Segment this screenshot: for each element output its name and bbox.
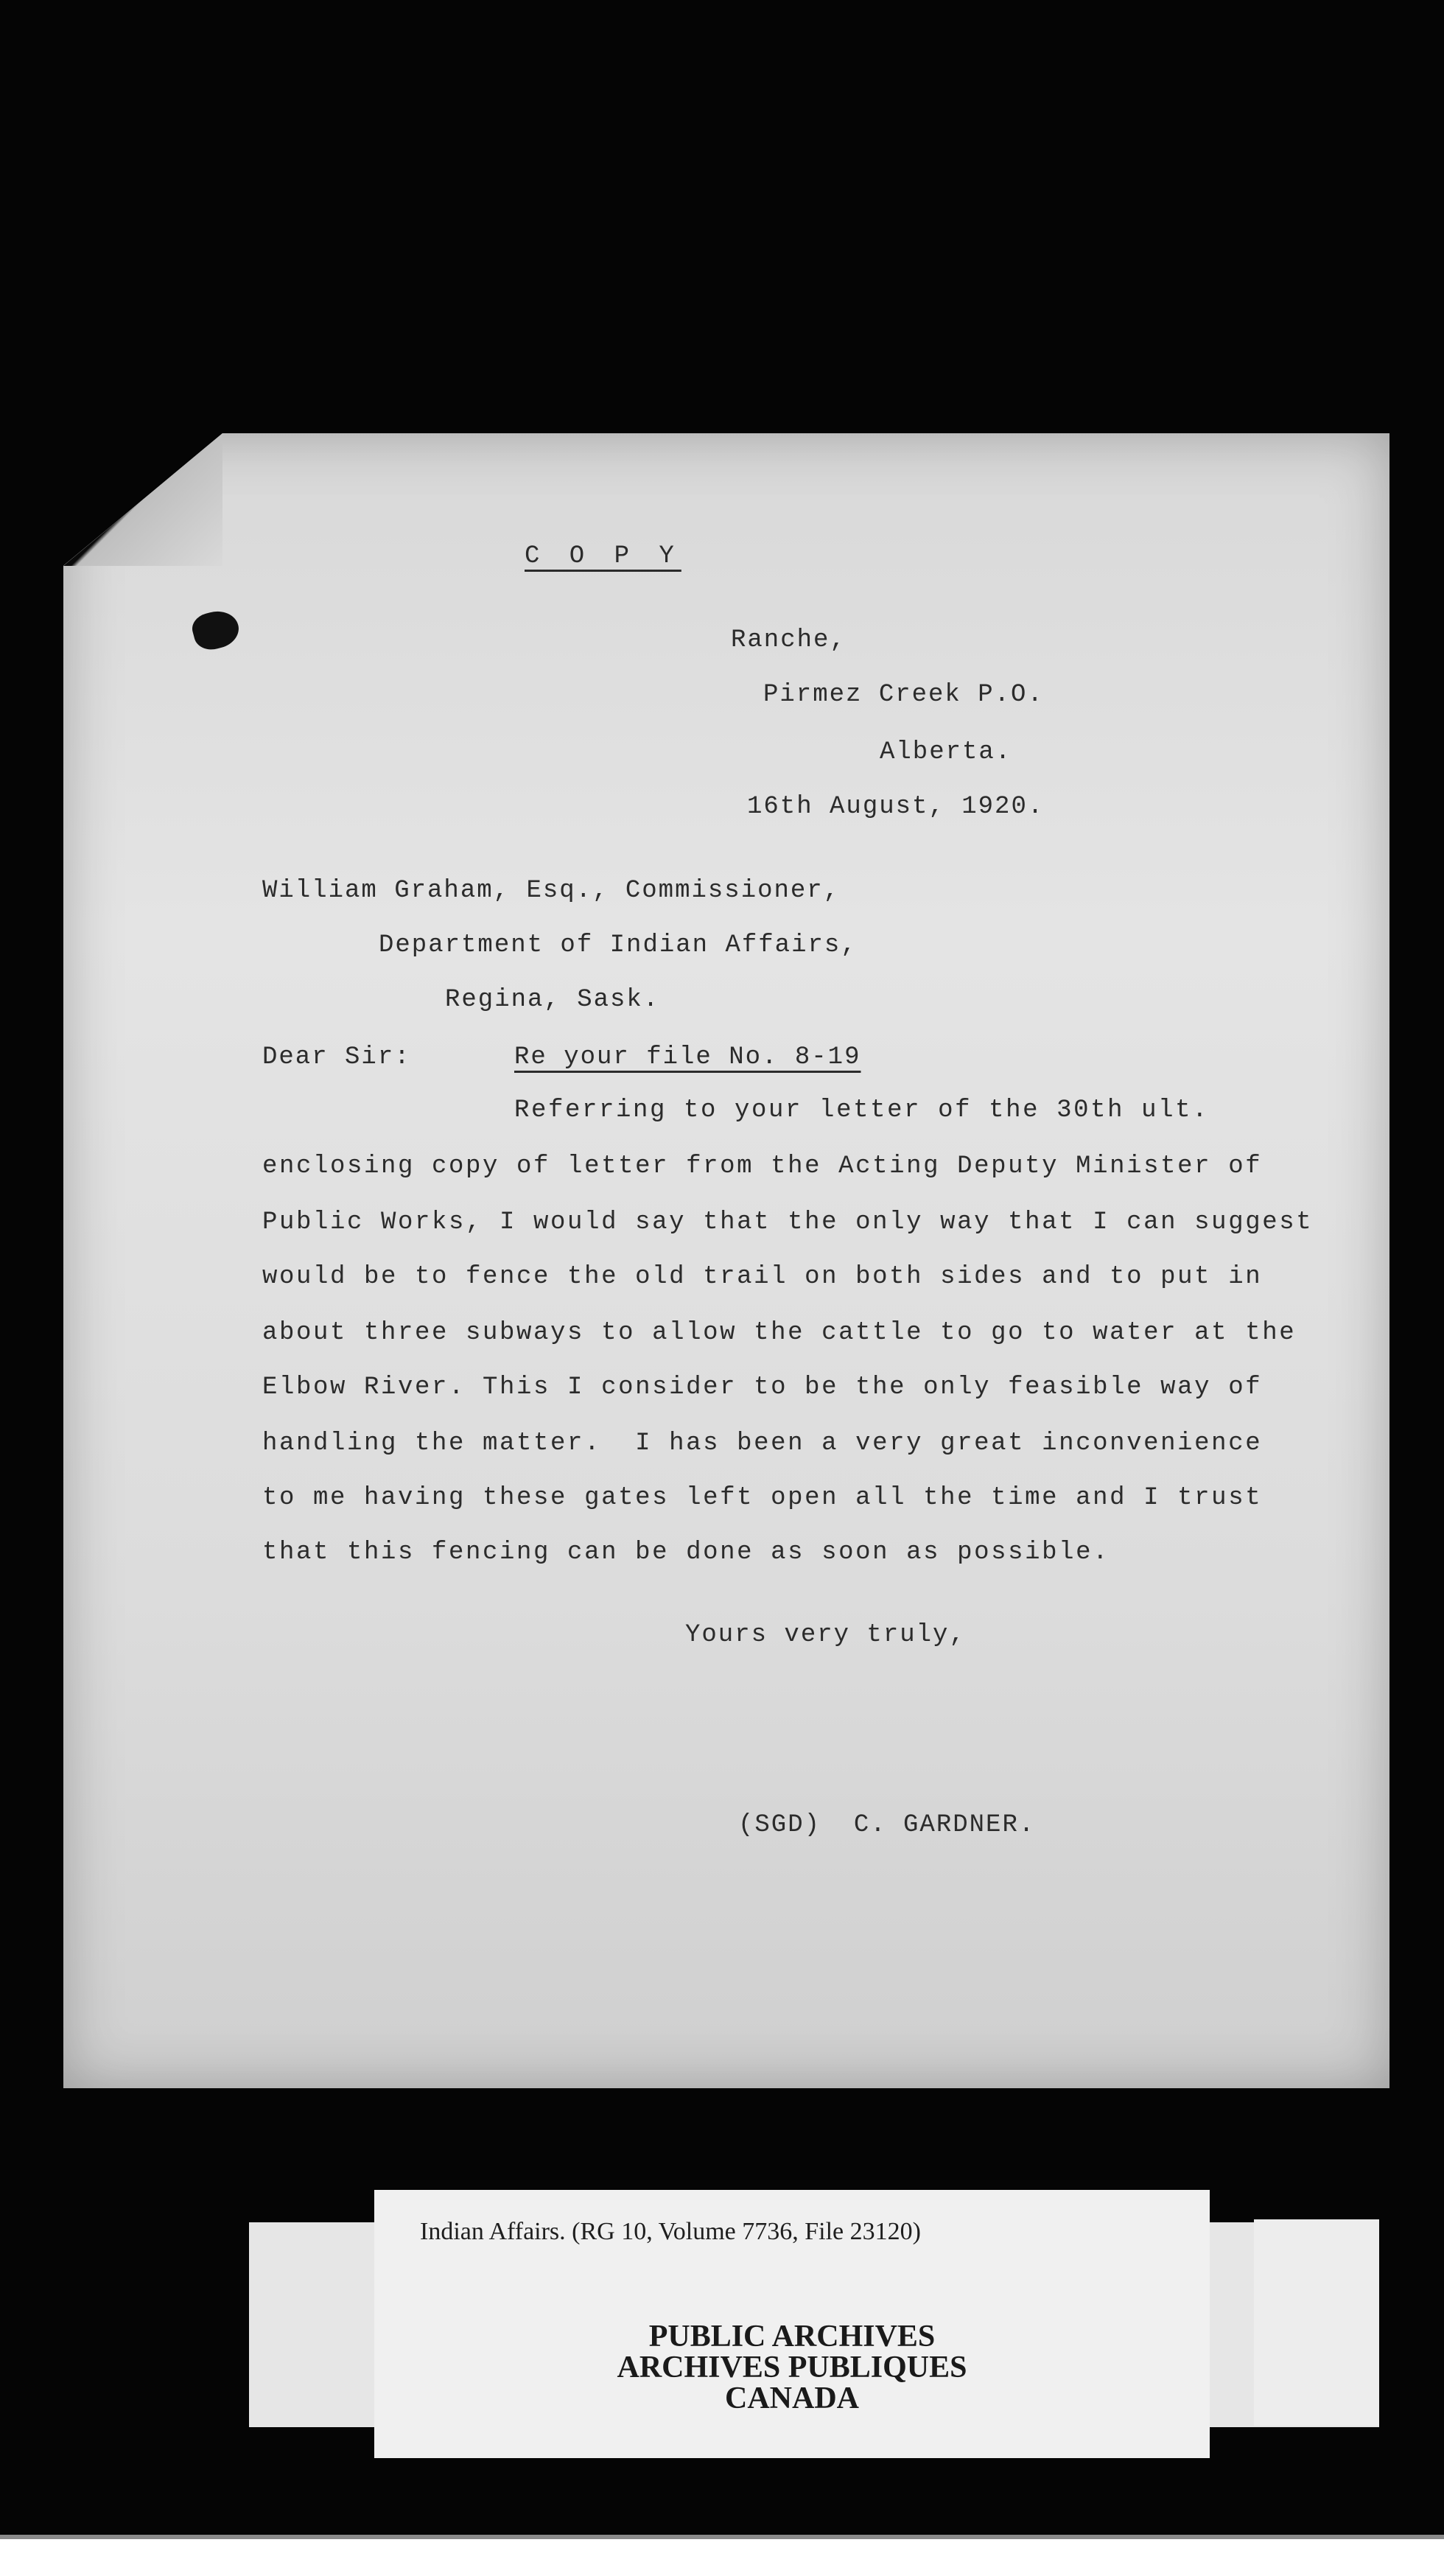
archive-name-fr: ARCHIVES PUBLIQUES	[617, 2351, 967, 2384]
recipient-line-1: William Graham, Esq., Commissioner,	[262, 877, 841, 905]
salutation: Dear Sir:	[262, 1043, 411, 1071]
address-line-2: Pirmez Creek P.O.	[763, 681, 1044, 709]
body-line-6: Elbow River. This I consider to be the only feasible way of	[262, 1373, 1263, 1401]
file-reference: Re your file No. 8-19	[514, 1043, 861, 1071]
address-line-1: Ranche,	[731, 626, 847, 654]
recipient-line-2: Department of Indian Affairs,	[379, 931, 858, 959]
body-line-1: Referring to your letter of the 30th ult.	[514, 1096, 1210, 1124]
archive-label-tab	[1254, 2219, 1379, 2426]
letter-page	[63, 433, 1389, 2088]
copy-heading: C O P Y	[525, 542, 681, 570]
archive-reference: Indian Affairs. (RG 10, Volume 7736, File 23120)	[420, 2218, 921, 2245]
body-line-4: would be to fence the old trail on both sides and to put in	[262, 1263, 1263, 1291]
archive-name-country: CANADA	[725, 2381, 859, 2415]
body-line-8: to me having these gates left open all the time and I trust	[262, 1484, 1263, 1512]
body-line-3: Public Works, I would say that the only way that I can suggest	[262, 1208, 1314, 1236]
closing: Yours very truly,	[685, 1621, 966, 1649]
recipient-line-3: Regina, Sask.	[445, 986, 660, 1014]
bottom-strip	[0, 2535, 1444, 2576]
signature: (SGD) C. GARDNER.	[738, 1811, 1036, 1839]
letter-date: 16th August, 1920.	[747, 793, 1045, 821]
archive-name-en: PUBLIC ARCHIVES	[648, 2320, 936, 2353]
body-line-7: handling the matter. I has been a very great inconvenience	[262, 1429, 1263, 1457]
body-line-9: that this fencing can be done as soon as possible.	[262, 1539, 1110, 1567]
body-line-2: enclosing copy of letter from the Acting Deputy Minister of	[262, 1152, 1263, 1180]
body-line-5: about three subways to allow the cattle to go to water at the	[262, 1319, 1297, 1347]
address-line-3: Alberta.	[880, 738, 1012, 766]
